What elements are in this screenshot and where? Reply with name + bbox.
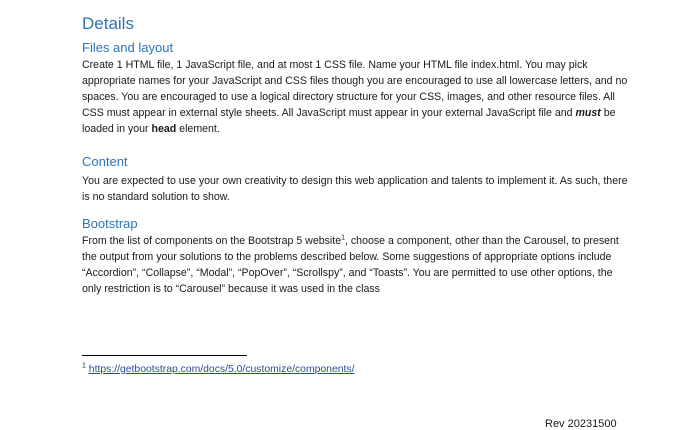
bootstrap-text-2: , choose a component, other than the Carousel, to present the output from your solutions to the problems described below. Some suggestions of appropriate options include “Accordion”, “Collapse”, “Modal”, “PopOver”, “Scrollspy”, and “Toasts”. You are permitted to use other options, the only restriction is to “Carousel” because it was used in the class (82, 235, 619, 295)
footnote-number: 1 (82, 362, 86, 370)
subheading-bootstrap: Bootstrap (82, 216, 138, 231)
footnote-link[interactable]: https://getbootstrap.com/docs/5.0/customize/components/ (88, 364, 355, 375)
subheading-files-and-layout: Files and layout (82, 40, 174, 55)
revision-label: Rev 20231500 (545, 418, 617, 430)
footnote-reference[interactable]: 1 (341, 234, 345, 242)
files-text-3: element. (176, 123, 220, 135)
files-text-2: be loaded in your (82, 107, 616, 135)
bootstrap-paragraph (82, 233, 630, 297)
files-bold-head: head (151, 123, 177, 135)
subheading-content: Content (82, 154, 128, 169)
footnote (82, 364, 354, 375)
content-paragraph: You are expected to use your own creativity to design this web application and talents to implement it. As such, there is no standard solution to show. (82, 175, 628, 203)
section-heading-details: Details (82, 14, 134, 33)
footnote-separator (82, 355, 247, 356)
files-paragraph (82, 57, 630, 137)
files-emphasis-must: must (575, 107, 601, 119)
files-text-1: Create 1 HTML file, 1 JavaScript file, and at most 1 CSS file. Name your HTML file index.html. You may pick appropriate names for your JavaScript and CSS files though you are encouraged to use all lowercase letters, and no spaces. You are encouraged to use a logical directory structure for your CSS, images, and other resource files. All CSS must appear in external style sheets. All JavaScript must appear in your external JavaScript file and (82, 59, 628, 119)
bootstrap-text-1: From the list of components on the Bootstrap 5 website (82, 235, 342, 247)
